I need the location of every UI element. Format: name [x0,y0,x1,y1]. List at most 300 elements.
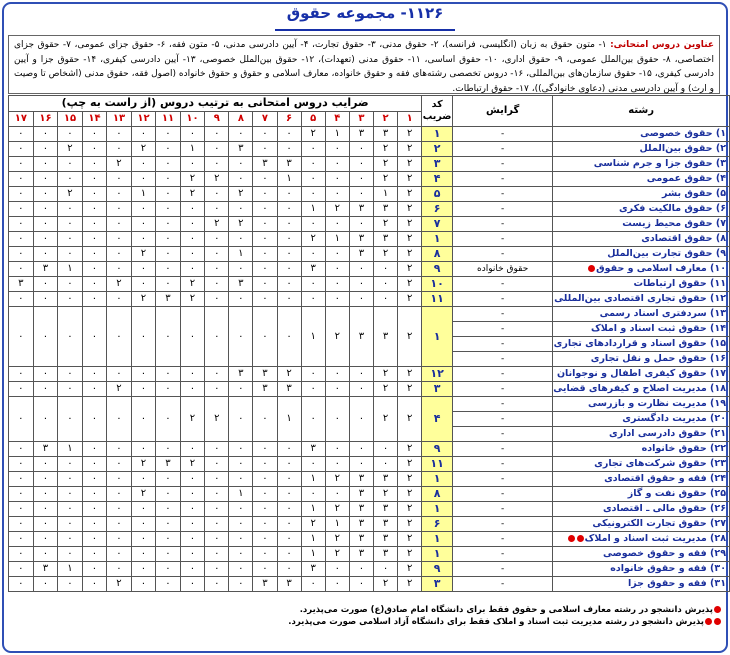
field-name: ۱۳) سردفتری اسناد رسمی [599,308,726,319]
weight-cell: ۱ [58,442,83,457]
marker-dot-icon [705,618,712,625]
weight-cell: ۰ [107,247,132,262]
field-name: ۱۰) معارف اسلامی و حقوق [596,263,726,274]
weight-cell: ۰ [277,547,301,562]
subject-number: ۲ [373,111,397,127]
weight-cell: ۰ [325,157,349,172]
subject-number: ۱۴ [82,111,107,127]
weight-cell: ۳ [373,472,397,487]
trend-cell: - [453,442,553,457]
field-name: ۲۲) حقوق خانواده [641,443,726,454]
table-row [9,532,730,547]
weight-cell: ۰ [33,547,58,562]
notes [10,604,722,628]
weight-cell: ۳ [156,457,181,472]
trend-cell: - [453,187,553,202]
weight-cell: ۰ [180,487,205,502]
weight-cell: ۰ [58,217,83,232]
weight-cell: ۱ [373,187,397,202]
weight-cell: ۰ [131,217,156,232]
weight-cell: ۰ [131,502,156,517]
weight-cell: ۰ [9,502,34,517]
weight-cell: ۳ [229,277,253,292]
weight-cell: ۰ [253,532,277,547]
table-row [9,562,730,577]
weight-cell: ۰ [9,457,34,472]
table-row [9,367,730,382]
weight-cell: ۰ [156,187,181,202]
weight-cell: ۰ [58,397,83,442]
weight-cell: ۳ [349,517,373,532]
weight-cell: ۲ [373,142,397,157]
weight-cell: ۲ [398,232,422,247]
weight-cell: ۰ [58,232,83,247]
weight-cell: ۲ [58,142,83,157]
weight-cell: ۰ [156,382,181,397]
weight-cell: ۱ [277,397,301,442]
weight-cell: ۰ [107,487,132,502]
weight-cell: ۲ [131,247,156,262]
weight-cell: ۰ [156,247,181,262]
table-row [9,517,730,532]
weight-cell: ۰ [373,262,397,277]
weight-cell: ۰ [58,202,83,217]
weight-cell: ۰ [253,202,277,217]
weight-cell: ۰ [325,442,349,457]
weight-cell: ۰ [33,202,58,217]
weight-cell: ۰ [253,127,277,142]
weight-cell: ۳ [301,262,325,277]
weight-cell: ۰ [107,517,132,532]
weight-cell: ۰ [58,577,83,592]
code-cell: ۱ [422,547,453,562]
field-cell [553,502,730,517]
weight-cell: ۰ [205,382,229,397]
weights-header: ضرایب دروس امتحانی به ترتیب دروس (از راست به چپ) [9,96,422,112]
weight-cell: ۰ [131,307,156,367]
weight-cell: ۰ [82,472,107,487]
field-cell [553,532,730,547]
field-name: ۱۷) حقوق کیفری اطفال و نوجوانان [556,368,726,379]
weight-cell: ۱ [58,562,83,577]
weight-cell: ۲ [229,217,253,232]
weight-cell: ۰ [180,442,205,457]
weight-cell: ۲ [373,382,397,397]
weight-cell: ۰ [156,277,181,292]
weight-cell: ۰ [58,367,83,382]
code-cell: ۹ [422,442,453,457]
weight-cell: ۰ [301,187,325,202]
subject-number: ۱۰ [180,111,205,127]
weight-cell: ۰ [180,502,205,517]
page-title: ۱۱۲۶- مجموعه حقوق [286,4,444,22]
subject-number: ۳ [349,111,373,127]
weight-cell: ۲ [398,442,422,457]
subject-number: ۶ [277,111,301,127]
weight-cell: ۲ [131,457,156,472]
field-cell [553,367,730,382]
weight-cell: ۰ [33,502,58,517]
code-cell: ۴ [422,172,453,187]
weight-cell: ۰ [205,547,229,562]
weight-cell: ۲ [398,292,422,307]
weight-cell: ۰ [9,442,34,457]
weight-cell: ۰ [156,547,181,562]
weight-cell: ۰ [9,157,34,172]
weight-cell: ۰ [205,472,229,487]
weight-cell: ۳ [349,487,373,502]
weight-cell: ۰ [180,157,205,172]
subject-number: ۱ [398,111,422,127]
weight-cell: ۳ [33,442,58,457]
weight-cell: ۰ [82,142,107,157]
weight-cell: ۰ [33,142,58,157]
weight-cell: ۰ [205,292,229,307]
field-name: ۱۵) حقوق اسناد و قراردادهای تجاری [553,338,726,349]
weight-cell: ۰ [156,202,181,217]
weight-cell: ۰ [229,307,253,367]
weight-cell: ۰ [180,247,205,262]
weight-cell: ۰ [325,382,349,397]
code-cell: ۶ [422,202,453,217]
weight-cell: ۰ [301,457,325,472]
weight-cell: ۰ [253,442,277,457]
note-text: پذیرش دانشجو در رشته معارف اسلامی و حقوق فقط برای دانشگاه امام صادق(ع) صورت می‌پذیرد. [299,605,713,615]
weight-cell: ۰ [131,562,156,577]
table-row [9,307,730,322]
table-row [9,247,730,262]
weight-cell: ۳ [277,382,301,397]
field-name: ۲۸) مدیریت ثبت اسناد و املاک [584,533,726,544]
code-cell: ۵ [422,187,453,202]
table-row [9,472,730,487]
weight-cell: ۰ [301,172,325,187]
weight-cell: ۰ [325,457,349,472]
weight-cell: ۰ [58,502,83,517]
weight-cell: ۰ [33,532,58,547]
marker-dot-icon [714,618,721,625]
weight-cell: ۱ [325,517,349,532]
weight-cell: ۰ [180,232,205,247]
weight-cell: ۰ [349,367,373,382]
code-cell: ۳ [422,157,453,172]
subject-number: ۹ [205,111,229,127]
subject-number: ۴ [325,111,349,127]
weight-cell: ۰ [205,277,229,292]
trend-cell: - [453,172,553,187]
weight-cell: ۰ [349,187,373,202]
weight-cell: ۰ [205,307,229,367]
weight-cell: ۳ [349,502,373,517]
code-cell: ۱۲ [422,367,453,382]
weight-cell: ۰ [9,232,34,247]
weight-cell: ۰ [156,532,181,547]
weight-cell: ۰ [107,172,132,187]
weight-cell: ۰ [9,142,34,157]
weight-cell: ۰ [9,577,34,592]
field-cell [553,202,730,217]
weight-cell: ۰ [253,457,277,472]
weight-cell: ۰ [325,397,349,442]
weight-cell: ۰ [301,367,325,382]
code-cell: ۱ [422,307,453,367]
weight-cell: ۳ [349,547,373,562]
weight-cell: ۰ [301,277,325,292]
weight-cell: ۰ [58,307,83,367]
weight-cell: ۲ [398,457,422,472]
weight-cell: ۲ [180,172,205,187]
weight-cell: ۰ [180,472,205,487]
weight-cell: ۰ [205,487,229,502]
weight-cell: ۰ [205,442,229,457]
field-name: ۷) حقوق محیط زیست [622,218,726,229]
weight-cell: ۰ [301,487,325,502]
trend-cell: - [453,322,553,337]
weight-cell: ۲ [398,142,422,157]
subject-number: ۱۱ [156,111,181,127]
weight-cell: ۰ [33,517,58,532]
table-row [9,397,730,412]
weight-cell: ۲ [325,202,349,217]
weight-cell: ۰ [82,442,107,457]
weight-cell: ۰ [82,172,107,187]
weight-cell: ۰ [373,562,397,577]
trend-cell: - [453,577,553,592]
code-cell: ۸ [422,247,453,262]
weight-cell: ۲ [325,547,349,562]
table-row [9,172,730,187]
weight-cell: ۰ [180,562,205,577]
weight-cell: ۰ [33,172,58,187]
weight-cell: ۰ [325,367,349,382]
weight-cell: ۳ [373,547,397,562]
weight-cell: ۰ [253,547,277,562]
weight-cell: ۰ [9,202,34,217]
weight-cell: ۰ [58,547,83,562]
weight-cell: ۲ [373,577,397,592]
weight-cell: ۲ [398,397,422,442]
code-cell: ۶ [422,517,453,532]
code-cell: ۱ [422,532,453,547]
table-row [9,457,730,472]
code-cell: ۷ [422,217,453,232]
weight-cell: ۰ [131,157,156,172]
trend-cell: حقوق خانواده [453,262,553,277]
weight-cell: ۰ [58,532,83,547]
weight-cell: ۰ [277,277,301,292]
weight-cell: ۰ [301,157,325,172]
trend-cell: - [453,397,553,412]
trend-cell: - [453,517,553,532]
weight-cell: ۰ [156,397,181,442]
weight-cell: ۰ [325,277,349,292]
field-name: ۲۳) حقوق شرکت‌های تجاری [594,458,726,469]
weight-cell: ۳ [229,367,253,382]
field-name: ۳۰) فقه و حقوق خانواده [610,563,726,574]
weight-cell: ۲ [301,232,325,247]
code-header: کد ضریب [422,96,453,127]
weight-cell: ۰ [9,217,34,232]
weight-cell: ۰ [349,172,373,187]
weight-cell: ۲ [131,292,156,307]
weight-cell: ۰ [156,502,181,517]
trend-cell: - [453,352,553,367]
trend-cell: - [453,562,553,577]
weight-cell: ۰ [277,247,301,262]
weight-cell: ۰ [349,157,373,172]
code-cell: ۱ [422,232,453,247]
weight-cell: ۱ [58,262,83,277]
field-cell [553,172,730,187]
weight-cell: ۳ [349,232,373,247]
weight-cell: ۰ [229,382,253,397]
trend-cell: - [453,142,553,157]
table-row [9,577,730,592]
weight-cell: ۰ [82,367,107,382]
weight-cell: ۰ [277,502,301,517]
weight-cell: ۰ [253,487,277,502]
weight-cell: ۲ [180,397,205,442]
weight-cell: ۰ [9,307,34,367]
weight-cell: ۰ [349,397,373,442]
field-name: ۱۴) حقوق ثبت اسناد و املاک [590,323,726,334]
weight-cell: ۰ [82,502,107,517]
field-cell [553,262,730,277]
weight-cell: ۰ [349,457,373,472]
weight-cell: ۱ [277,172,301,187]
weight-cell: ۰ [277,487,301,502]
weight-cell: ۰ [205,502,229,517]
weight-cell: ۰ [9,397,34,442]
weight-cell: ۰ [180,127,205,142]
weight-cell: ۰ [180,532,205,547]
weight-cell: ۲ [58,187,83,202]
table-row [9,442,730,457]
weight-cell: ۰ [277,232,301,247]
field-name: ۳) حقوق جزا و جرم شناسی [593,158,726,169]
weight-cell: ۰ [253,292,277,307]
table-row [9,127,730,142]
weight-cell: ۲ [398,187,422,202]
weight-cell: ۰ [107,457,132,472]
weight-cell: ۰ [9,472,34,487]
weight-cell: ۰ [205,367,229,382]
weight-cell: ۰ [180,217,205,232]
weight-cell: ۰ [277,187,301,202]
weight-cell: ۳ [33,562,58,577]
weight-cell: ۰ [205,577,229,592]
weight-cell: ۰ [33,487,58,502]
code-cell: ۹ [422,262,453,277]
weight-cell: ۲ [325,502,349,517]
weight-cell: ۰ [277,262,301,277]
field-name: ۲۴) فقه و حقوق اقتصادی [604,473,726,484]
note-line [10,616,722,628]
field-cell [553,247,730,262]
weight-cell: ۰ [205,142,229,157]
weight-cell: ۰ [9,532,34,547]
weight-cell: ۰ [33,232,58,247]
table-row [9,277,730,292]
weight-cell: ۰ [9,367,34,382]
weight-cell: ۰ [9,187,34,202]
weight-cell: ۳ [373,202,397,217]
weight-cell: ۱ [301,532,325,547]
weight-cell: ۰ [82,247,107,262]
weight-cell: ۰ [277,442,301,457]
field-cell [553,307,730,322]
weight-cell: ۰ [131,367,156,382]
weight-cell: ۰ [349,217,373,232]
weight-cell: ۰ [229,262,253,277]
trend-cell: - [453,487,553,502]
trend-cell: - [453,427,553,442]
weight-cell: ۰ [82,292,107,307]
weight-cell: ۰ [82,307,107,367]
weight-cell: ۲ [373,397,397,442]
weight-cell: ۰ [253,277,277,292]
weight-cell: ۲ [398,577,422,592]
weight-cell: ۰ [325,142,349,157]
field-cell [553,232,730,247]
weight-cell: ۲ [107,382,132,397]
weight-cell: ۰ [156,577,181,592]
field-cell [553,322,730,337]
weight-cell: ۲ [373,217,397,232]
weight-cell: ۰ [301,292,325,307]
field-cell [553,412,730,427]
weight-cell: ۰ [107,292,132,307]
trend-cell: - [453,367,553,382]
weight-cell: ۰ [253,262,277,277]
weight-cell: ۰ [58,457,83,472]
field-cell [553,487,730,502]
weight-cell: ۰ [107,442,132,457]
weight-cell: ۰ [131,472,156,487]
weight-cell: ۰ [82,457,107,472]
weight-cell: ۲ [398,262,422,277]
weight-cell: ۰ [82,562,107,577]
weight-cell: ۰ [277,292,301,307]
weight-cell: ۳ [156,292,181,307]
weight-cell: ۰ [82,232,107,247]
weight-cell: ۰ [33,472,58,487]
field-name: ۱) حقوق خصوصی [640,128,726,139]
weight-cell: ۰ [180,577,205,592]
weight-cell: ۰ [9,247,34,262]
trend-cell: - [453,457,553,472]
trend-cell: - [453,547,553,562]
weight-cell: ۰ [33,457,58,472]
weight-cell: ۰ [107,187,132,202]
weight-cell: ۰ [33,277,58,292]
weight-cell: ۰ [277,127,301,142]
weight-cell: ۰ [277,202,301,217]
weight-cell: ۰ [9,547,34,562]
subject-number: ۱۳ [107,111,132,127]
weight-cell: ۰ [131,577,156,592]
weight-cell: ۰ [205,232,229,247]
weight-cell: ۲ [180,187,205,202]
weight-cell: ۲ [398,277,422,292]
field-name: ۲۶) حقوق مالی ـ اقتصادی [602,503,726,514]
weight-cell: ۰ [301,217,325,232]
weight-cell: ۰ [107,367,132,382]
weight-cell: ۱ [301,307,325,367]
table-row [9,187,730,202]
trend-cell: - [453,127,553,142]
trend-cell: - [453,472,553,487]
